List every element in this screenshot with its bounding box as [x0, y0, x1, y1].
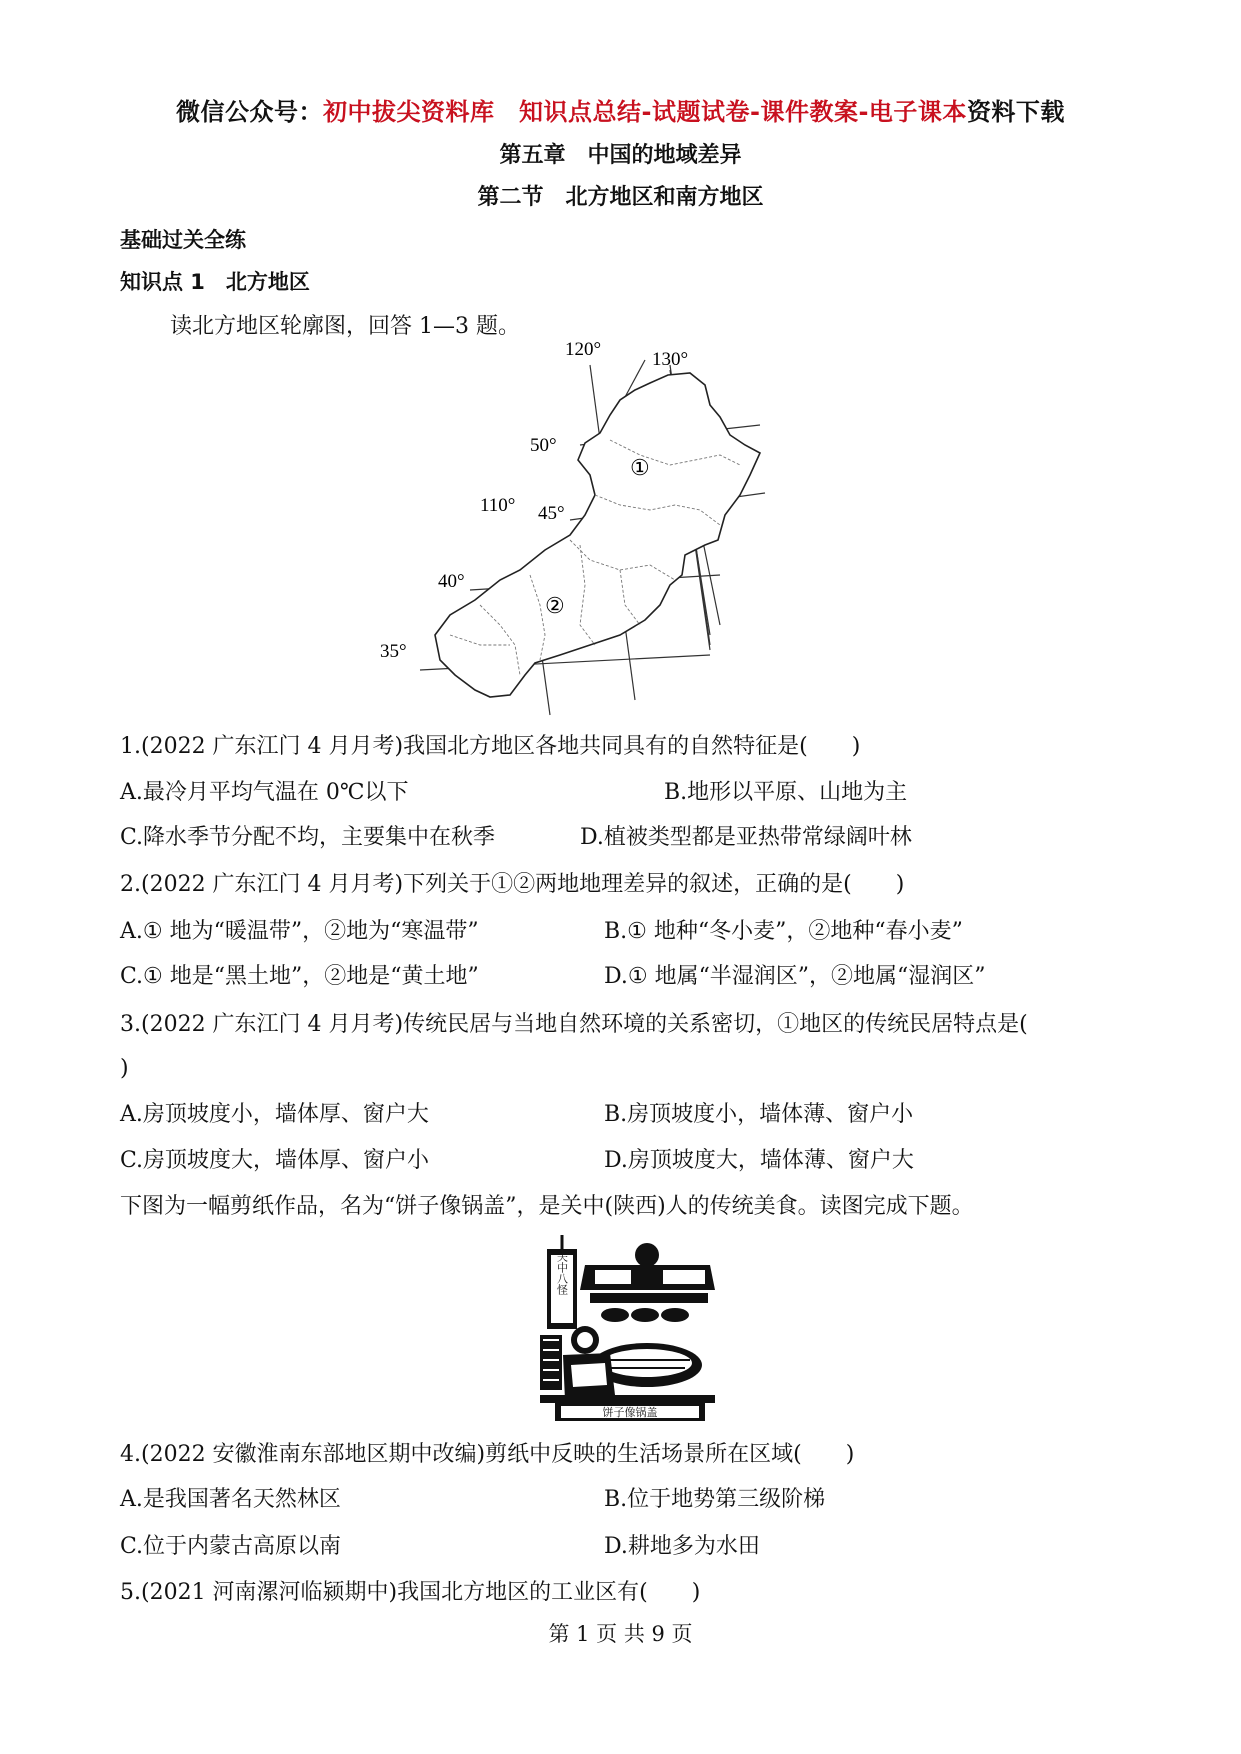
question-3-option-c: C.房顶坡度大，墙体厚、窗户小	[120, 1148, 430, 1173]
northern-region-map	[380, 339, 820, 715]
lon-label-110: 110°	[480, 495, 516, 516]
question-1-option-d: D.植被类型都是亚热带常绿阔叶林	[580, 825, 912, 850]
question-2-option-d: D.① 地属“半湿润区”，②地属“湿润区”	[604, 964, 986, 989]
lon-label-130: 130°	[652, 349, 689, 370]
section-title: 第二节 北方地区和南方地区	[477, 185, 764, 210]
question-4-option-d: D.耕地多为水田	[604, 1534, 760, 1559]
region-label-1: ①	[630, 456, 650, 481]
question-1-stem: 1.(2022 广东江门 4 月月考)我国北方地区各地共同具有的自然特征是( )	[120, 734, 861, 759]
question-4-option-c: C.位于内蒙古高原以南	[120, 1534, 342, 1559]
region-label-2: ②	[545, 594, 565, 619]
question-3-stem: 3.(2022 广东江门 4 月月考)传统民居与当地自然环境的关系密切，①地区的传统民居特点是(	[120, 1012, 1028, 1037]
question-2-option-a: A.① 地为“暖温带”，②地为“寒温带”	[120, 919, 479, 944]
question-3-option-a: A.房顶坡度小，墙体厚、窗户大	[120, 1102, 429, 1127]
knowledge-point-title: 知识点 1 北方地区	[120, 270, 310, 294]
lat-label-50: 50°	[530, 435, 557, 456]
papercut-bottom-text: 饼子像锅盖	[602, 1406, 658, 1419]
header-highlight: 初中拔尖资料库 知识点总结-试题试卷-课件教案-电子课本	[323, 98, 967, 126]
papercut-intro: 下图为一幅剪纸作品，名为“饼子像锅盖”，是关中(陕西)人的传统美食。读图完成下题。	[120, 1194, 974, 1219]
question-4-option-a: A.是我国著名天然林区	[120, 1487, 341, 1512]
question-4-stem: 4.(2022 安徽淮南东部地区期中改编)剪纸中反映的生活场景所在区域( )	[120, 1442, 855, 1467]
chapter-title: 第五章 中国的地域差异	[499, 143, 742, 168]
question-5-stem: 5.(2021 河南漯河临颍期中)我国北方地区的工业区有( )	[120, 1580, 701, 1605]
page-footer: 第 1 页 共 9 页	[548, 1622, 693, 1646]
question-3-stem-cont: )	[120, 1056, 129, 1081]
question-1-option-c: C.降水季节分配不均，主要集中在秋季	[120, 825, 496, 850]
question-3-option-d: D.房顶坡度大，墙体薄、窗户大	[604, 1148, 914, 1173]
header-suffix: 资料下载	[966, 98, 1065, 126]
question-1-option-b: B.地形以平原、山地为主	[664, 780, 908, 805]
papercut-image	[535, 1235, 720, 1425]
papercut-sign-text: 关中八怪	[555, 1251, 569, 1295]
lat-label-35: 35°	[380, 641, 407, 662]
question-1-option-a: A.最冷月平均气温在 0℃以下	[120, 780, 409, 805]
question-3-option-b: B.房顶坡度小，墙体薄、窗户小	[604, 1102, 914, 1127]
question-2-stem: 2.(2022 广东江门 4 月月考)下列关于①②两地地理差异的叙述，正确的是( )	[120, 872, 905, 897]
lat-label-40: 40°	[438, 571, 465, 592]
lon-label-120: 120°	[565, 339, 602, 360]
question-4-option-b: B.位于地势第三级阶梯	[604, 1487, 826, 1512]
page-header	[0, 92, 1241, 127]
map-intro: 读北方地区轮廓图，回答 1—3 题。	[170, 314, 520, 339]
part-title: 基础过关全练	[120, 228, 246, 252]
header-prefix: 微信公众号：	[176, 98, 324, 126]
question-2-option-b: B.① 地种“冬小麦”，②地种“春小麦”	[604, 919, 963, 944]
question-2-option-c: C.① 地是“黑土地”，②地是“黄土地”	[120, 964, 479, 989]
lat-label-45: 45°	[538, 503, 565, 524]
